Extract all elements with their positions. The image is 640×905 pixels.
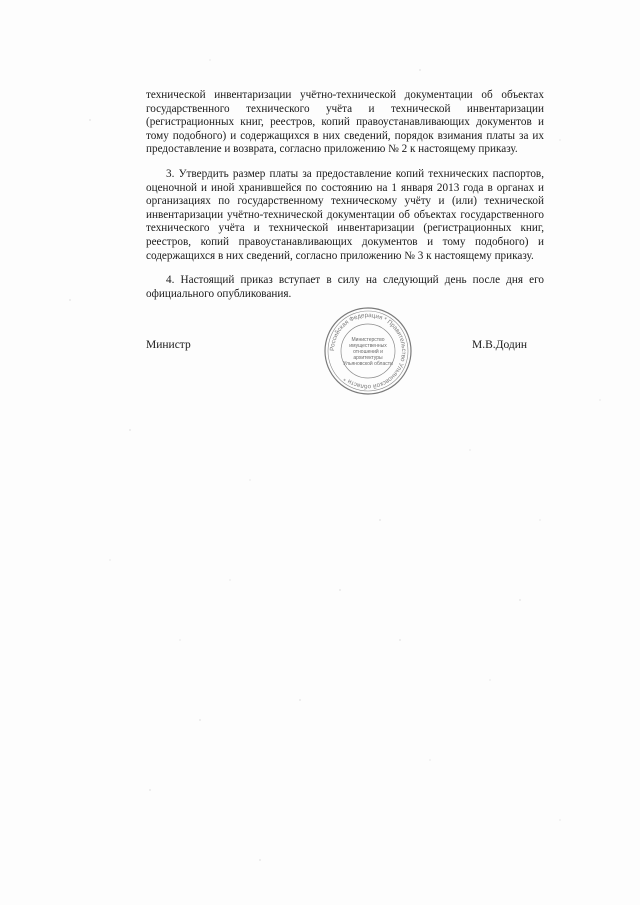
paragraph-3: 3. Утвердить размер платы за предоставление копий технических паспортов, оценочной и иной хранившейся по состоянию на 1 января 2013 года в органах и организациях по государственному техническому учёту и (или) технической инвентаризации учётно-технической документации об объектах государственного технического учёта и технической инвентаризации (регистрационных книг, реестров, копий правоустанавливающих документов и тому подобного) и содержащихся в них сведений, согласно приложению № 3 к настоящему приказу.: [146, 168, 544, 262]
signatory-name: М.В.Додин: [472, 339, 528, 351]
stamp-ring-text: Российская Федерация * Правительство Ульяновской области *: [328, 311, 408, 391]
stamp-center-text: Министерство имущественных отношений и архитектуры Ульяновской области: [343, 337, 393, 367]
paragraph-4: 4. Настоящий приказ вступает в силу на следующий день после дня его официального опубликования.: [146, 274, 544, 300]
signatory-position: Министр: [146, 339, 191, 351]
paragraph-continuation: технической инвентаризации учётно-технической документации об объектах государственного технического учёта и технической инвентаризации (регистрационных книг, реестров, копий правоустанавливающих документов и тому подобного) и содержащихся в них сведений, порядок взимания платы за их предоставление и возврата, согласно приложению № 2 к настоящему приказу.: [146, 89, 544, 156]
